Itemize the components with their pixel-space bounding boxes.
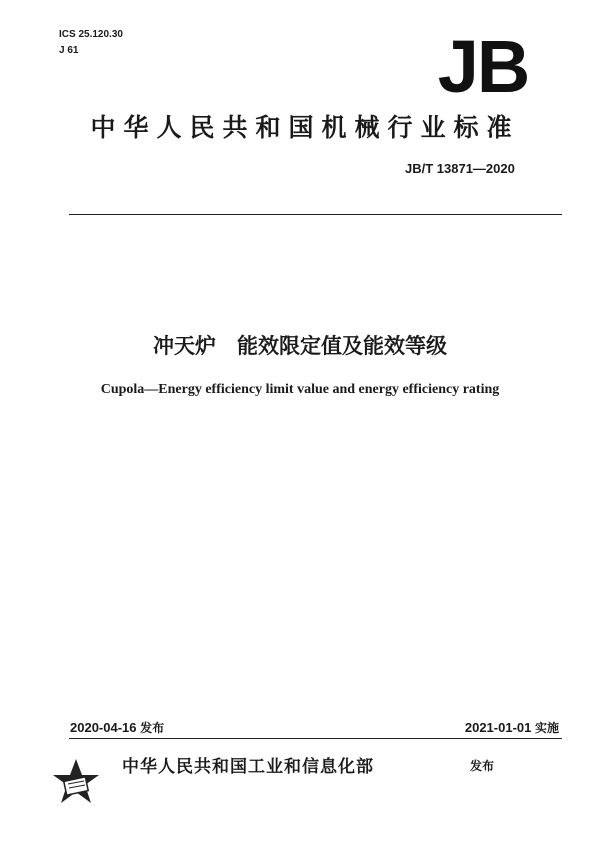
- implement-date-value: 2021-01-01: [464, 720, 532, 735]
- issuer-title: 中华人民共和国机械行业标准: [90, 113, 520, 142]
- issue-date: [70, 719, 164, 736]
- title-english: Cupola—Energy efficiency limit value and energy efficiency rating: [100, 382, 500, 397]
- standard-number: JB/T 13871—2020: [405, 161, 515, 176]
- classification-codes: [59, 27, 123, 59]
- ics-code: ICS 25.120.30: [59, 29, 123, 40]
- implement-label: 实施: [534, 721, 559, 735]
- top-divider: [69, 214, 562, 215]
- bottom-divider: [69, 738, 562, 739]
- issue-label: 发布: [140, 721, 165, 735]
- title-chinese: 冲天炉 能效限定值及能效等级: [153, 334, 447, 358]
- svg-text:JB: JB: [437, 34, 529, 96]
- publisher: 中华人民共和国工业和信息化部: [122, 757, 374, 777]
- jb-logo: [424, 34, 542, 96]
- ministry-emblem-icon: [47, 757, 105, 809]
- implementation-date: [465, 719, 559, 736]
- issue-date-value: 2020-04-16: [70, 720, 137, 735]
- ccs-code: J 61: [59, 45, 79, 56]
- publisher-suffix: 发布: [470, 759, 495, 773]
